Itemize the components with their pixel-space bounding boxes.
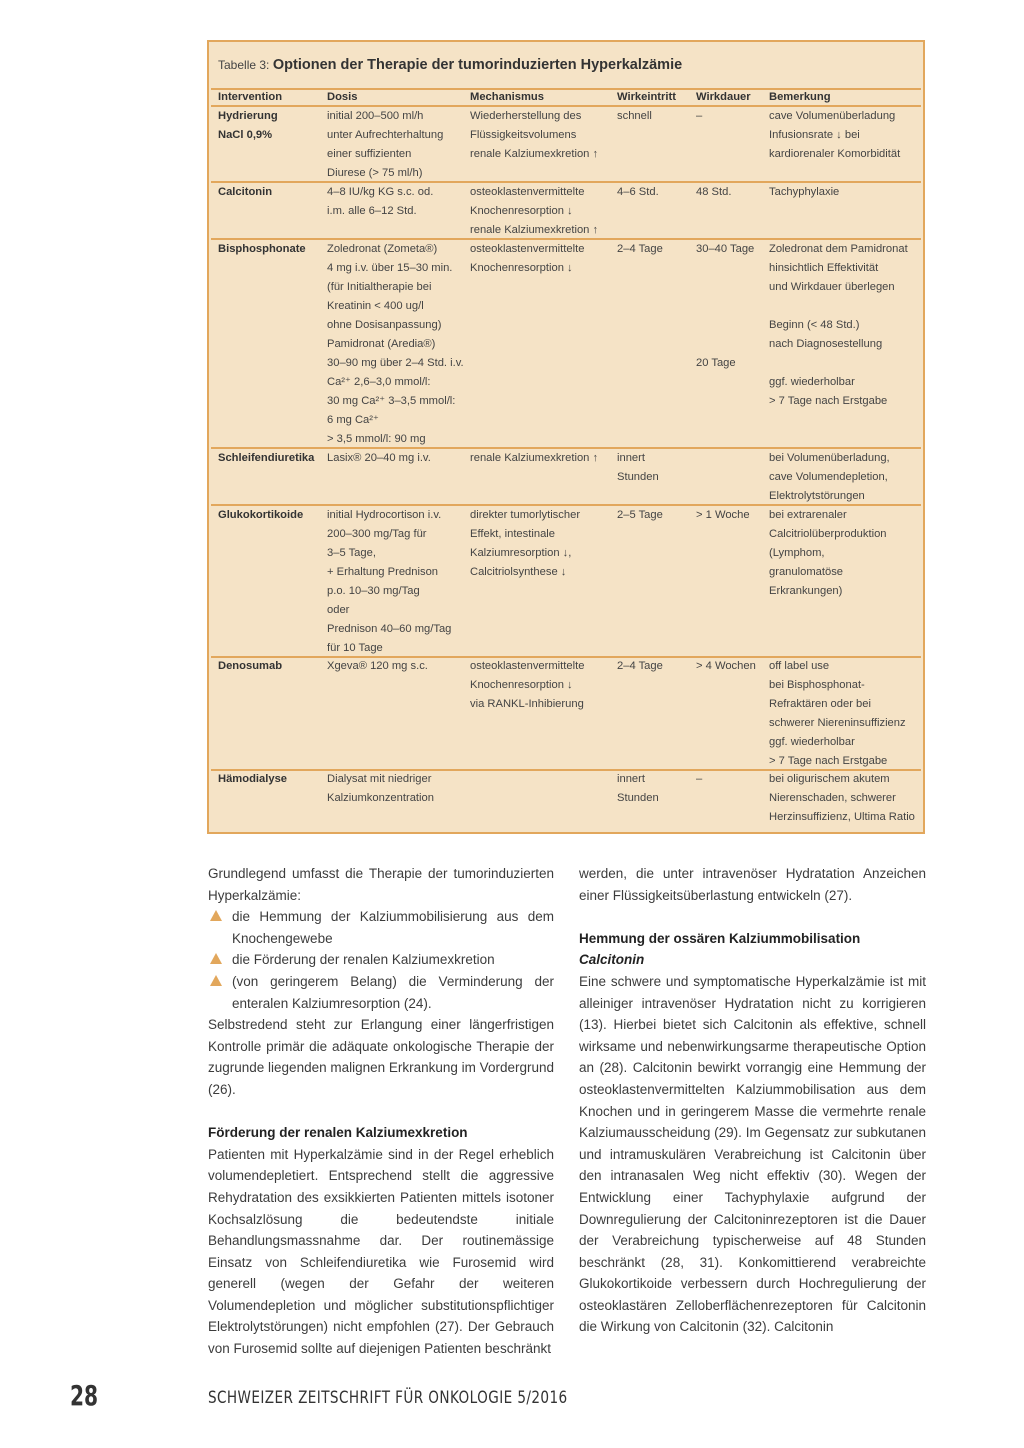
cell-bemerkung: bei Volumenüberladung, cave Volumendepletion, Elektrolytstörungen [769, 452, 890, 502]
left-text-column [208, 863, 554, 1360]
cell-mechanismus: renale Kalziumexkretion ↑ [470, 452, 599, 464]
subsection-heading: Calcitonin [579, 952, 645, 968]
cell-bemerkung: off label use bei Bisphosphonat- Refraktären oder bei schwerer Niereninsuffizienz ggf. wiederholbar > 7 Tage nach Erstgabe [769, 660, 906, 767]
cell-wirkdauer: – [696, 110, 703, 122]
cell-dosis: Dialysat mit niedriger Kalziumkonzentration [327, 773, 434, 804]
table-caption-title: Optionen der Therapie der tumorinduzierten Hyperkalzämie [272, 57, 683, 73]
cell-mechanismus: osteoklastenvermittelte Knochenresorption ↓ via RANKL-Inhibierung [470, 660, 585, 710]
intro-paragraph: Grundlegend umfasst die Therapie der tumorinduzierten Hyperkalzämie: [208, 866, 554, 903]
table-caption-label: Tabelle 3: [218, 58, 270, 72]
page-number: 28 [70, 1379, 99, 1412]
cell-wirkeintritt: 2–4 Tage [617, 660, 663, 672]
list-item-text: die Hemmung der Kalziummobilisierung aus dem Knochengewebe [232, 909, 554, 946]
cell-dosis: Zoledronat (Zometa®) 4 mg i.v. über 15–30 min. (für Initialtherapie bei Kreatinin < 400 ug/l ohne Dosisanpassung) Pamidronat (Aredia®) 30–90 mg über 2–4 Std. i.v. Ca²⁺ 2,6–3,0 mmol/l: 30 mg Ca²⁺ 3–3,5 mmol/l: 6 mg Ca²⁺ > 3,5 mmol/l: 90 mg [327, 243, 464, 445]
cell-dosis: initial Hydrocortison i.v. 200–300 mg/Tag für 3–5 Tage, + Erhaltung Prednison p.o. 10–30 mg/Tag oder Prednison 40–60 mg/Tag für 10 Tage [327, 509, 452, 654]
cell-wirkdauer: – [696, 773, 703, 785]
cell-dosis: Xgeva® 120 mg s.c. [327, 660, 428, 672]
cell-wirkdauer: 48 Std. [696, 186, 732, 198]
cell-bemerkung: Zoledronat dem Pamidronat hinsichtlich Effektivität und Wirkdauer überlegen Beginn (< 48 Std.) nach Diagnosestellung ggf. wiederholbar > 7 Tage nach Erstgabe [769, 243, 908, 407]
list-item [208, 971, 554, 1014]
header-bemerkung: Bemerkung [769, 91, 831, 103]
cell-wirkeintritt: 2–5 Tage [617, 509, 663, 521]
triangle-bullet-icon [210, 910, 222, 921]
cell-mechanismus: direkter tumorlytischer Effekt, intestinale Kalziumresorption ↓, Calcitriolsynthese ↓ [470, 509, 581, 578]
header-wirkdauer: Wirkdauer [696, 91, 751, 103]
cell-dosis: Lasix® 20–40 mg i.v. [327, 452, 431, 464]
journal-title: SCHWEIZER ZEITSCHRIFT FÜR ONKOLOGIE 5/2016 [208, 1388, 568, 1408]
cell-intervention: Hydrierung NaCl 0,9% [218, 110, 278, 141]
cell-wirkeintritt: 4–6 Std. [617, 186, 659, 198]
triangle-bullet-icon [210, 953, 222, 964]
body-paragraph: Eine schwere und symptomatische Hyperkalzämie ist mit alleiniger intravenöser Hydratation nicht zu korrigieren (13). Hierbei bietet sich Calcitonin als effektive, schnell wirksame und nebenwirkungsarme therapeutische Option an (28). Calcitonin bewirkt vorrangig eine Hemmung der osteoklastenvermittelten Kalziummobilisation aus dem Knochen und in geringerem Masse die vermehrte renale Kalziumausscheidung (29). Im Gegensatz zur subkutanen und intramuskulären Verabreichung ist Calcitonin über den intranasalen Weg nicht effektiv (30). Wegen der Entwicklung einer Tachyphylaxie aufgrund der Downregulierung der Calcitoninrezeptoren ist die Dauer der Verabreichung typischerweise auf 48 Stunden beschränkt (28, 31). Konkomittierend verabreichte Glukokortikoide verbessern durch Hochregulierung der osteoklastären Zelloberflächenrezeptoren für Calcitonin die Wirkung von Calcitonin (32). Calcitonin [579, 973, 926, 1335]
cell-intervention: Calcitonin [218, 186, 273, 198]
cell-wirkdauer: > 4 Wochen [696, 660, 756, 672]
cell-intervention: Glukokortikoide [218, 509, 304, 521]
therapy-table [207, 40, 925, 834]
cell-wirkeintritt: schnell [617, 110, 652, 122]
table-caption [218, 57, 682, 73]
header-mechanismus: Mechanismus [470, 91, 544, 103]
body-paragraph: werden, die unter intravenöser Hydratation Anzeichen einer Flüssigkeitsüberlastung entwickeln (27). [579, 866, 926, 903]
header-intervention: Intervention [218, 91, 283, 103]
cell-intervention: Bisphosphonate [218, 243, 306, 255]
header-dosis: Dosis [327, 91, 358, 103]
body-paragraph: Selbstredend steht zur Erlangung einer längerfristigen Kontrolle primär die adäquate onkologische Therapie der zugrunde liegenden malignen Erkrankung im Vordergrund (26). [208, 1017, 554, 1097]
cell-mechanismus: Wiederherstellung des Flüssigkeitsvolumens renale Kalziumexkretion ↑ [470, 110, 599, 160]
cell-wirkdauer: 30–40 Tage 20 Tage [696, 243, 755, 369]
cell-dosis: 4–8 IU/kg KG s.c. od. i.m. alle 6–12 Std. [327, 186, 434, 217]
cell-mechanismus: osteoklastenvermittelte Knochenresorption ↓ [470, 243, 585, 274]
cell-wirkdauer: > 1 Woche [696, 509, 750, 521]
section-heading: Hemmung der ossären Kalziummobilisation [579, 930, 861, 946]
body-paragraph: Patienten mit Hyperkalzämie sind in der Regel erheblich volumendepletiert. Entsprechend stellt die aggressive Rehydratation des exsikkierten Patienten mittels isotoner Kochsalzlösung die bedeutendste initiale Behandlungsmassnahme dar. Der routinemässige Einsatz von Schleifendiuretika wie Furosemid wird generell (wegen der Gefahr der weiteren Volumendepletion und möglicher substitutionspflichtiger Elektrolytstörungen) nicht empfohlen (27). Der Gebrauch von Furosemid sollte auf diejenigen Patienten beschränkt [208, 1146, 554, 1357]
right-text-column [579, 863, 926, 1338]
list-item [208, 906, 554, 949]
cell-bemerkung: Tachyphylaxie [769, 186, 840, 198]
list-item [208, 949, 554, 971]
triangle-bullet-icon [210, 975, 222, 986]
cell-bemerkung: cave Volumenüberladung Infusionsrate ↓ bei kardiorenaler Komorbidität [769, 110, 901, 160]
cell-dosis: initial 200–500 ml/h unter Aufrechterhaltung einer suffizienten Diurese (> 75 ml/h) [327, 110, 444, 179]
list-item-text: (von geringerem Belang) die Verminderung der enteralen Kalziumresorption (24). [232, 973, 554, 1011]
cell-bemerkung: bei oligurischem akutem Nierenschaden, schwerer Herzinsuffizienz, Ultima Ratio [769, 773, 915, 823]
section-heading: Förderung der renalen Kalziumexkretion [208, 1125, 468, 1141]
cell-wirkeintritt: 2–4 Tage [617, 243, 663, 255]
cell-intervention: Denosumab [218, 660, 283, 672]
cell-bemerkung: bei extrarenaler Calcitriolüberproduktion (Lymphom, granulomatöse Erkrankungen) [769, 509, 887, 597]
cell-mechanismus: osteoklastenvermittelte Knochenresorption ↓ renale Kalziumexkretion ↑ [470, 186, 599, 236]
list-item-text: die Förderung der renalen Kalziumexkretion [232, 952, 495, 968]
header-wirkeintritt: Wirkeintritt [617, 91, 676, 103]
cell-wirkeintritt: innert Stunden [617, 773, 659, 804]
cell-intervention: Schleifendiuretika [218, 452, 315, 464]
cell-wirkeintritt: innert Stunden [617, 452, 659, 483]
cell-intervention: Hämodialyse [218, 773, 288, 785]
